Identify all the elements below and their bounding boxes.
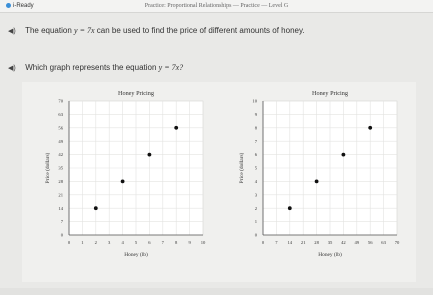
speaker-icon[interactable]: ◀) (8, 28, 16, 35)
app-name: i-Ready (13, 3, 34, 9)
chart-title: Honey Pricing (118, 90, 154, 97)
x-tick-label: 4 (121, 240, 124, 245)
x-tick-label: 70 (394, 240, 400, 245)
y-tick-label: 5 (254, 165, 257, 171)
data-point (368, 126, 372, 130)
y-tick-label: 1 (254, 219, 257, 225)
y-tick-label: 4 (254, 179, 257, 184)
data-point (94, 206, 98, 210)
x-axis-label: Honey (lb) (124, 252, 148, 258)
question-equation: y = 7x? (158, 63, 184, 72)
y-tick-label: 10 (252, 98, 257, 104)
y-tick-label: 21 (58, 192, 63, 198)
x-axis-label: Honey (lb) (318, 252, 342, 258)
prompt-equation: y = 7x (74, 26, 95, 35)
top-bar (0, 0, 433, 13)
x-tick-label: 10 (200, 240, 206, 245)
y-tick-label: 28 (58, 179, 63, 184)
data-point (174, 126, 178, 130)
y-axis-label: Price (dollars) (239, 152, 245, 184)
y-tick-label: 6 (254, 152, 257, 158)
y-tick-label: 9 (254, 112, 257, 117)
prompt-text (8, 26, 305, 37)
x-tick-label: 21 (300, 240, 306, 245)
y-tick-label: 35 (58, 165, 63, 171)
x-tick-label: 9 (188, 240, 191, 245)
x-tick-label: 28 (314, 240, 319, 245)
x-tick-label: 63 (381, 240, 386, 245)
x-tick-label: 5 (134, 240, 138, 245)
y-tick-label: 49 (58, 138, 63, 144)
honey-pricing-chart-b (216, 82, 416, 282)
y-tick-label: 8 (254, 125, 257, 131)
y-tick-label: 3 (254, 192, 257, 198)
prompt-text-before: The equation (25, 26, 72, 35)
x-tick-label: 3 (108, 240, 111, 245)
chart-title: Honey Pricing (312, 90, 348, 97)
data-point (121, 180, 125, 184)
y-tick-label: 0 (60, 232, 63, 238)
x-tick-label: 1 (81, 240, 84, 245)
honey-pricing-chart-a (22, 82, 222, 282)
x-tick-label: 6 (148, 240, 151, 245)
y-tick-label: 63 (58, 112, 63, 117)
data-point (288, 206, 292, 210)
data-point (342, 153, 346, 157)
x-tick-label: 56 (367, 240, 373, 245)
y-axis-label: Price (dollars) (45, 152, 51, 184)
y-tick-label: 0 (254, 232, 257, 238)
prompt-text-after: can be used to find the price of different amounts of honey. (96, 26, 305, 35)
data-point (315, 180, 319, 184)
answer-choice-graph-b[interactable] (216, 82, 416, 282)
x-tick-label: 8 (175, 240, 178, 245)
y-tick-label: 70 (58, 98, 63, 104)
y-tick-label: 7 (60, 219, 63, 225)
x-tick-label: 49 (354, 240, 360, 245)
x-tick-label: 7 (275, 240, 278, 245)
question-text-body: Which graph represents the equation (25, 63, 157, 72)
x-tick-label: 35 (327, 240, 333, 245)
x-tick-label: 42 (341, 240, 346, 245)
x-tick-label: 0 (261, 240, 265, 245)
x-tick-label: 7 (161, 240, 164, 245)
y-tick-label: 42 (58, 152, 63, 158)
y-tick-label: 2 (254, 205, 257, 211)
bottom-bar (0, 288, 433, 295)
x-tick-label: 14 (287, 240, 293, 245)
answer-choice-graph-a[interactable] (22, 82, 222, 282)
question-text (8, 63, 183, 74)
x-tick-label: 0 (67, 240, 71, 245)
breadcrumb: Practice: Proportional Relationships — Practice — Level G (144, 3, 289, 9)
y-tick-label: 56 (58, 125, 63, 131)
speaker-icon[interactable]: ◀) (8, 65, 16, 72)
y-tick-label: 7 (254, 138, 257, 144)
data-point (148, 153, 152, 157)
x-tick-label: 2 (94, 240, 97, 245)
y-tick-label: 14 (58, 205, 63, 211)
